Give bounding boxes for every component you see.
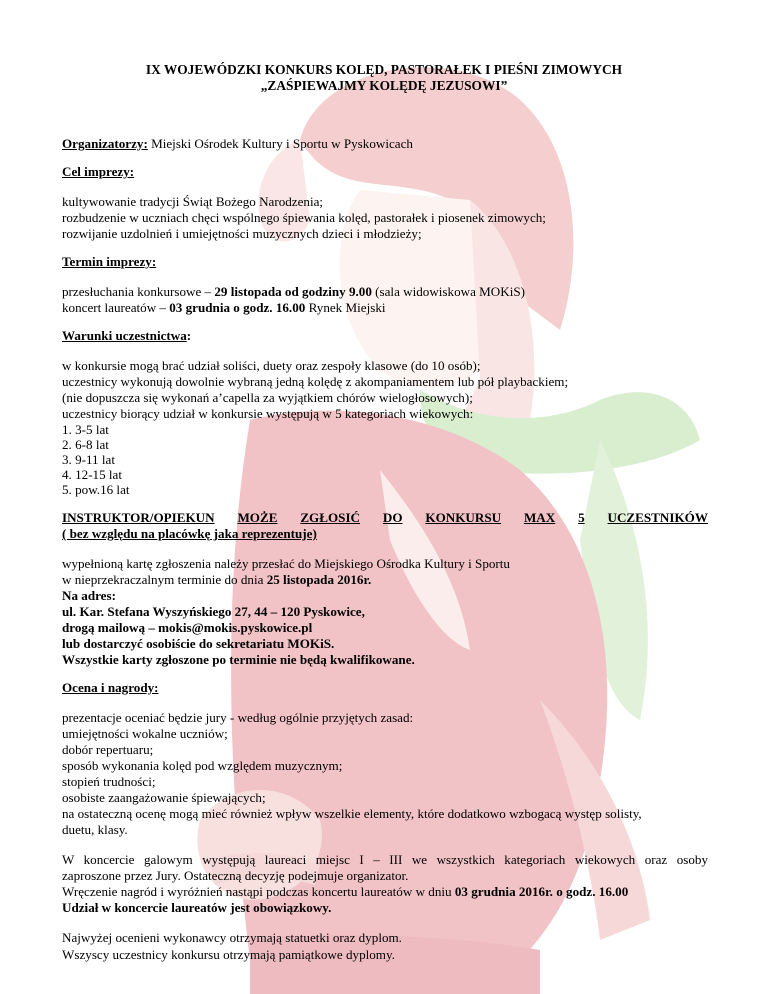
evaluation-line: osobiste zaangażowanie śpiewających; (62, 790, 266, 805)
gala-line: W koncercie galowym występują laureaci miejsc I – III we wszystkich kategoriach wiekowych oraz osoby (62, 852, 708, 867)
notice-word: KONKURSU (425, 510, 502, 525)
conditions-heading-text: Warunki uczestnictwa (62, 328, 187, 343)
conditions-heading-colon: : (186, 328, 192, 343)
submission-text: w nieprzekraczalnym terminie do dnia (62, 572, 267, 587)
conditions-line: (nie dopuszcza się wykonań a’capella za wyjątkiem chórów wielogłosowych); (62, 390, 473, 405)
notice-word: MOŻE (237, 510, 278, 525)
notice-word: MAX (523, 510, 556, 525)
conditions-line: uczestnicy wykonują dowolnie wybraną jedną kolędę z akompaniamentem lub pół playbackiem; (62, 374, 569, 389)
notice-word: DO (382, 510, 403, 525)
submission-line: wypełnioną kartę zgłoszenia należy przesłać do Miejskiego Ośrodka Kultury i Sportu (62, 556, 510, 571)
title-line-1: IX WOJEWÓDZKI KONKURS KOLĘD, PASTORAŁEK I PIEŚNI ZIMOWYCH (145, 62, 623, 77)
title-line-2: „ZAŚPIEWAJMY KOLĘDĘ JEZUSOWI” (260, 78, 508, 93)
dates-text: Rynek Miejski (305, 300, 386, 315)
dates-text: przesłuchania konkursowe – (62, 284, 215, 299)
notice-word: INSTRUKTOR/OPIEKUN (62, 510, 215, 525)
instructor-notice (62, 510, 708, 526)
organizers-row (62, 136, 413, 152)
goal-line: kultywowanie tradycji Świąt Bożego Narodzenia; (62, 194, 324, 209)
evaluation-line: umiejętności wokalne uczniów; (62, 726, 228, 741)
dates-date: 03 grudnia o godz. 16.00 (169, 300, 306, 315)
awards-ceremony-line (62, 884, 628, 900)
awards-date: 03 grudnia 2016r. o godz. 16.00 (454, 884, 629, 899)
address-office: lub dostarczyć osobiście do sekretariatu MOKiS. (62, 636, 335, 651)
dates-text: (sala widowiskowa MOKiS) (371, 284, 526, 299)
submission-date: 25 listopada 2016r. (266, 572, 372, 587)
dates-line-concert (62, 300, 386, 316)
evaluation-line: duetu, klasy. (62, 822, 128, 837)
awards-text: Wręczenie nagród i wyróżnień nastąpi podczas koncertu laureatów w dniu (62, 884, 455, 899)
final-line: Najwyżej ocenieni wykonawcy otrzymają statuetki oraz dyplom. (62, 930, 402, 945)
address-street: ul. Kar. Stefana Wyszyńskiego 27, 44 – 120 Pyskowice, (62, 604, 365, 619)
submission-deadline (62, 572, 371, 588)
notice-word: 5 (578, 510, 585, 525)
age-category: 2. 6-8 lat (62, 437, 109, 452)
address-email: drogą mailową – mokis@mokis.pyskowice.pl (62, 620, 313, 635)
conditions-line: uczestnicy biorący udział w konkursie występują w 5 kategoriach wiekowych: (62, 406, 474, 421)
evaluation-line: prezentacje oceniać będzie jury - według ogólnie przyjętych zasad: (62, 710, 414, 725)
conditions-heading (62, 328, 191, 344)
goal-heading: Cel imprezy: (62, 164, 135, 179)
age-category: 1. 3-5 lat (62, 422, 109, 437)
evaluation-heading: Ocena i nagrody: (62, 680, 159, 695)
age-category: 5. pow.16 lat (62, 482, 130, 497)
evaluation-line: na ostateczną ocenę mogą mieć również wpływ wszelkie elementy, które dodatkowo wzbogacą występ solisty, (62, 806, 642, 821)
age-category: 3. 9-11 lat (62, 452, 115, 467)
final-line: Wszyscy uczestnicy konkursu otrzymają pamiątkowe dyplomy. (62, 947, 395, 962)
instructor-notice-subline: ( bez względu na placówkę jaka reprezentuje) (62, 526, 317, 541)
mandatory-attendance: Udział w koncercie laureatów jest obowiązkowy. (62, 900, 332, 915)
dates-heading: Termin imprezy: (62, 254, 157, 269)
evaluation-line: stopień trudności; (62, 774, 156, 789)
age-category: 4. 12-15 lat (62, 467, 123, 482)
conditions-line: w konkursie mogą brać udział soliści, duety oraz zespoły klasowe (do 10 osób); (62, 358, 481, 373)
organizers-value: Miejski Ośrodek Kultury i Sportu w Pyskowicach (147, 136, 413, 151)
goal-line: rozbudzenie w uczniach chęci wspólnego śpiewania kolęd, pastorałek i piosenek zimowych; (62, 210, 546, 225)
notice-word: UCZESTNIKÓW (607, 510, 708, 525)
goal-line: rozwijanie uzdolnień i umiejętności muzycznych dzieci i młodzieży; (62, 226, 422, 241)
notice-word: ZGŁOSIĆ (300, 510, 360, 525)
dates-text: koncert laureatów – (62, 300, 170, 315)
address-label: Na adres: (62, 588, 116, 603)
late-submissions-note: Wszystkie karty zgłoszone po terminie nie będą kwalifikowane. (62, 652, 415, 667)
organizers-label: Organizatorzy: (62, 136, 148, 151)
dates-line-hearings (62, 284, 525, 300)
evaluation-line: sposób wykonania kolęd pod względem muzycznym; (62, 758, 343, 773)
dates-date: 29 listopada od godziny 9.00 (214, 284, 372, 299)
evaluation-line: dobór repertuaru; (62, 742, 154, 757)
gala-line: zaproszone przez Jury. Ostateczną decyzję podejmuje organizator. (62, 868, 409, 883)
